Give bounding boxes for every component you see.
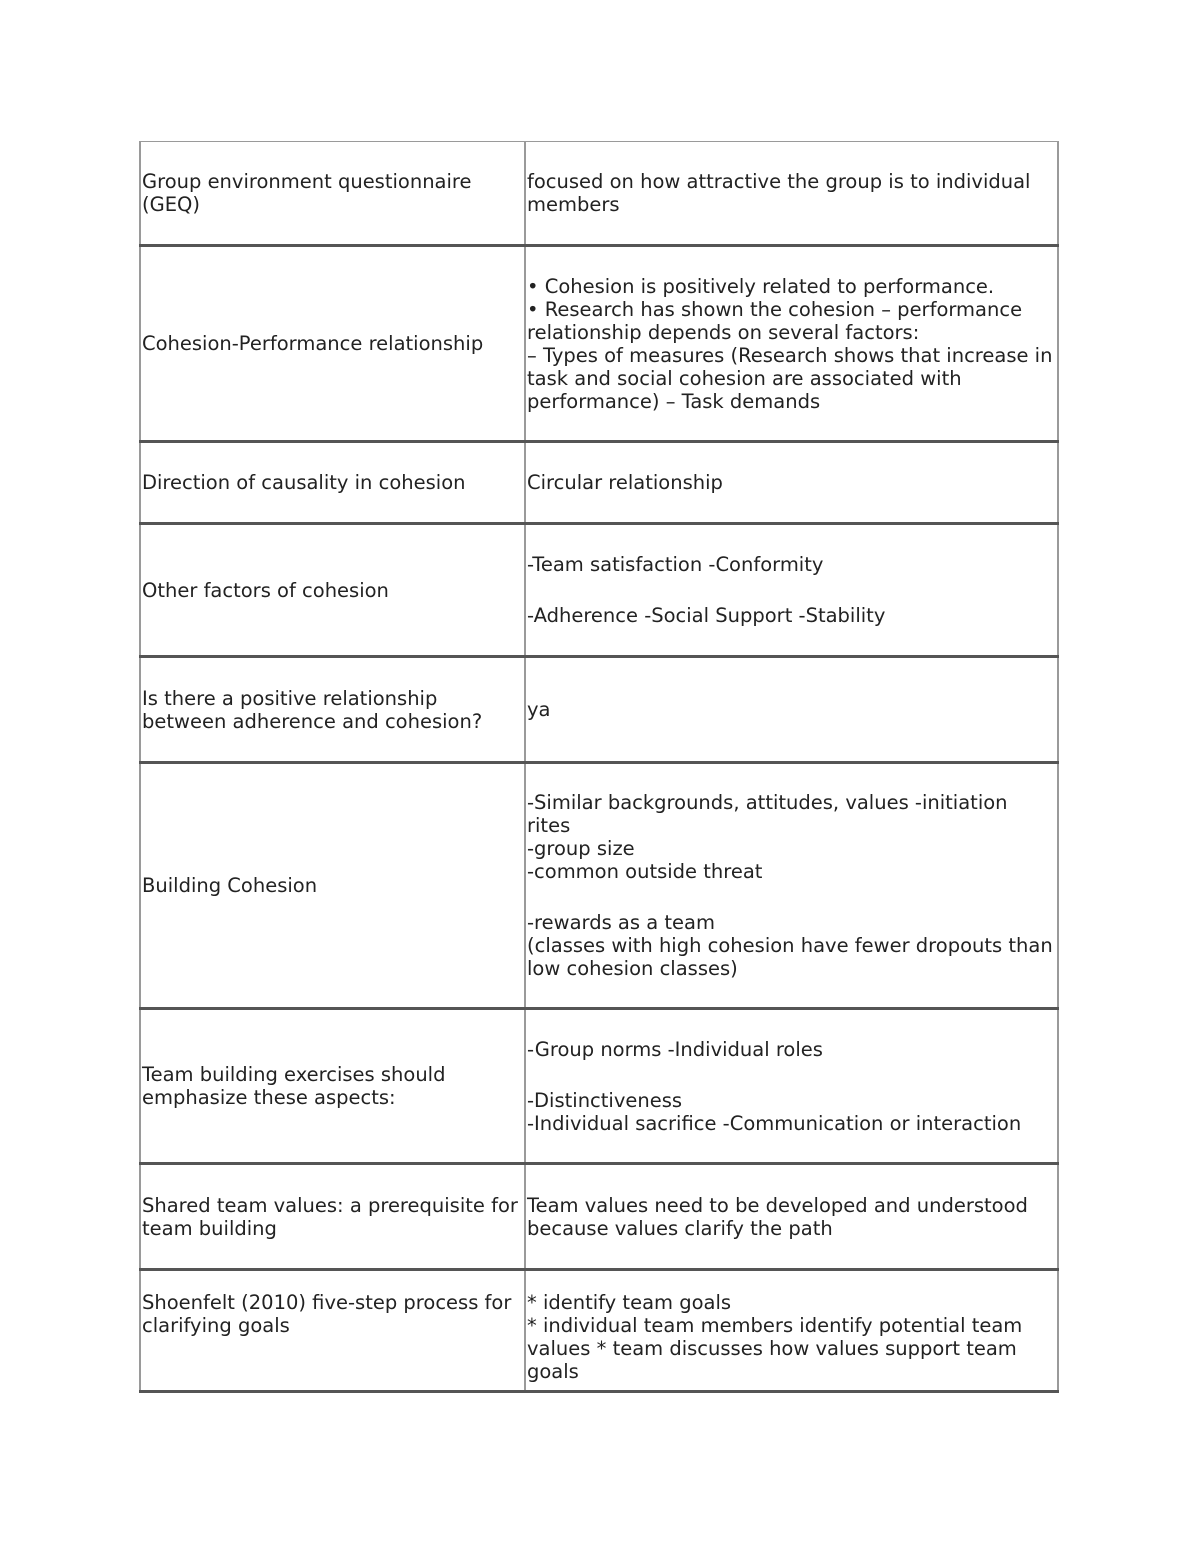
table-row bbox=[140, 142, 1058, 246]
definition-line: (classes with high cohesion have fewer dropouts than low cohesion classes) bbox=[527, 934, 1053, 980]
term-cell: Is there a positive relationship between adherence and cohesion? bbox=[140, 657, 525, 763]
definition-line: -group size bbox=[527, 837, 635, 860]
definition-line: -Adherence -Social Support -Stability bbox=[527, 604, 886, 627]
definition-cell bbox=[525, 442, 1058, 524]
table-row bbox=[140, 1009, 1058, 1164]
definition-line: focused on how attractive the group is to individual members bbox=[527, 170, 1031, 216]
term-cell: Direction of causality in cohesion bbox=[140, 442, 525, 524]
paragraph-gap bbox=[527, 883, 1056, 911]
definition-line: -Distinctiveness bbox=[527, 1088, 683, 1112]
definition-line: -common outside threat bbox=[527, 860, 763, 883]
table-row bbox=[140, 657, 1058, 763]
term-cell: Building Cohesion bbox=[140, 763, 525, 1009]
term-cell: Cohesion-Performance relationship bbox=[140, 246, 525, 442]
paragraph-gap bbox=[527, 1061, 1056, 1089]
definition-cell bbox=[525, 657, 1058, 763]
table-row bbox=[140, 763, 1058, 1009]
term-cell: Shoenfelt (2010) five-step process for clarifying goals bbox=[140, 1270, 525, 1392]
definition-cell bbox=[525, 1164, 1058, 1270]
definition-line: -Similar backgrounds, attitudes, values -initiation rites bbox=[527, 791, 1008, 837]
term-cell: Shared team values: a prerequisite for team building bbox=[140, 1164, 525, 1270]
definition-line: * individual team members identify potential team values * team discusses how values support team goals bbox=[527, 1314, 1023, 1383]
table-row bbox=[140, 524, 1058, 657]
definition-line: -Individual sacrifice -Communication or interaction bbox=[527, 1111, 1022, 1135]
table-row bbox=[140, 246, 1058, 442]
definition-cell bbox=[525, 246, 1058, 442]
table-row bbox=[140, 1270, 1058, 1392]
table-row bbox=[140, 1164, 1058, 1270]
definition-line: Circular relationship bbox=[527, 471, 723, 494]
flashcard-table bbox=[139, 141, 1059, 1393]
definition-line: -Team satisfaction -Conformity bbox=[527, 553, 824, 576]
definition-line: – Types of measures (Research shows that increase in task and social cohesion are associated with performance) – Task demands bbox=[527, 343, 1053, 413]
definition-line: ya bbox=[527, 698, 551, 721]
definition-cell bbox=[525, 1270, 1058, 1392]
paragraph-gap bbox=[527, 576, 1056, 604]
term-cell: Team building exercises should emphasize these aspects: bbox=[140, 1009, 525, 1164]
definition-line: • Cohesion is positively related to performance. bbox=[527, 274, 995, 298]
definition-cell bbox=[525, 142, 1058, 246]
definition-line: -Group norms -Individual roles bbox=[527, 1037, 823, 1061]
definition-cell bbox=[525, 1009, 1058, 1164]
definition-cell bbox=[525, 524, 1058, 657]
definition-cell bbox=[525, 763, 1058, 1009]
definition-line: -rewards as a team bbox=[527, 911, 715, 934]
definition-line: Team values need to be developed and understood because values clarify the path bbox=[527, 1193, 1028, 1240]
definition-line: * identify team goals bbox=[527, 1291, 732, 1314]
definition-line: • Research has shown the cohesion – performance relationship depends on several factors: bbox=[527, 297, 1023, 344]
term-cell: Other factors of cohesion bbox=[140, 524, 525, 657]
table-row bbox=[140, 442, 1058, 524]
term-cell: Group environment questionnaire (GEQ) bbox=[140, 142, 525, 246]
